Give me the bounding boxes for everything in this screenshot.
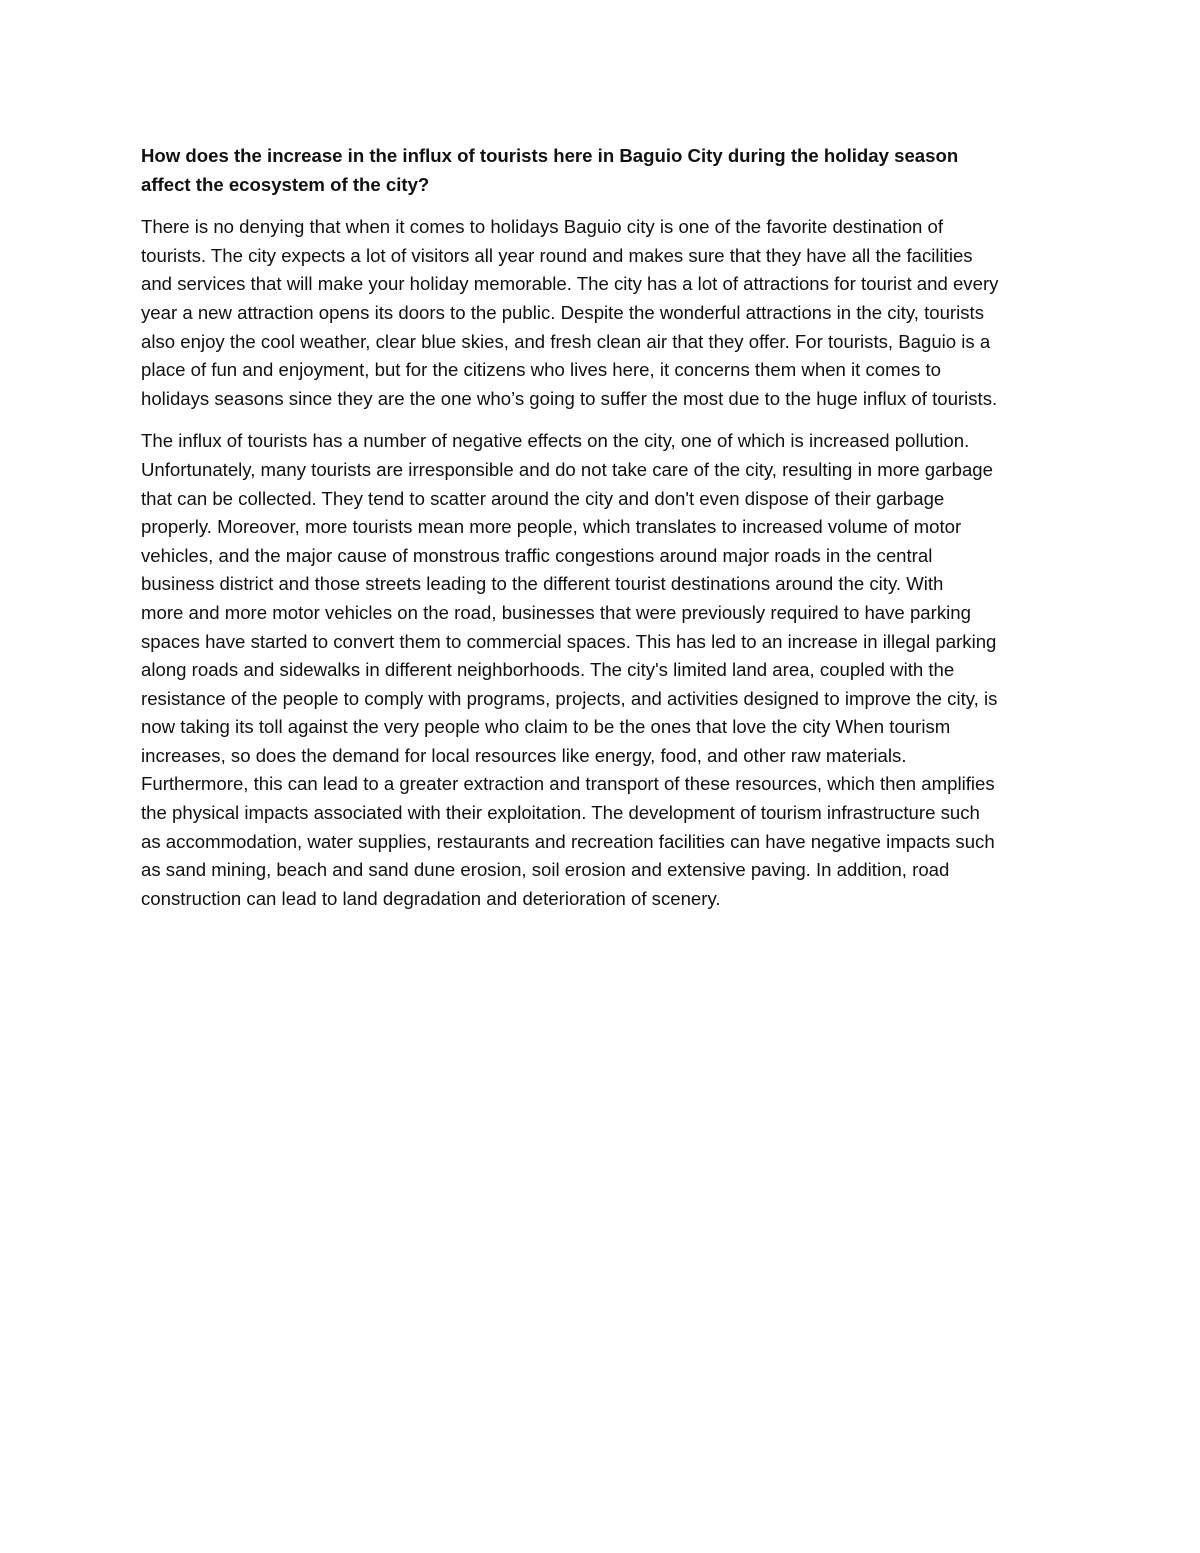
paragraph-line: year a new attraction opens its doors to the public. Despite the wonderful attractions in the city, tourists [141, 301, 985, 323]
paragraph-line: construction can lead to land degradation and deterioration of scenery. [141, 887, 721, 909]
paragraph-line: There is no denying that when it comes to holidays Baguio city is one of the favorite destination of [141, 216, 944, 238]
paragraph-line: tourists. The city expects a lot of visitors all year round and makes sure that they have all the facilities [141, 244, 973, 266]
paragraph-line: spaces have started to convert them to commercial spaces. This has led to an increase in illegal parking [141, 630, 997, 652]
paragraph-line: along roads and sidewalks in different neighborhoods. The city's limited land area, coupled with the [141, 659, 955, 681]
paragraph-line: increases, so does the demand for local resources like energy, food, and other raw materials. [141, 744, 907, 766]
paragraph-line: also enjoy the cool weather, clear blue skies, and fresh clean air that they offer. For tourists, Baguio is a [141, 330, 991, 352]
paragraph-line: properly. Moreover, more tourists mean more people, which translates to increased volume of motor [141, 516, 962, 538]
paragraph-line: business district and those streets leading to the different tourist destinations around the city. With [141, 573, 944, 595]
heading-line: How does the increase in the influx of tourists here in Baguio City during the holiday season [141, 145, 959, 166]
paragraph-line: place of fun and enjoyment, but for the citizens who lives here, it concerns them when it comes to [141, 359, 941, 381]
paragraph-line: as accommodation, water supplies, restaurants and recreation facilities can have negative impacts such [141, 830, 995, 852]
paragraph-line: as sand mining, beach and sand dune erosion, soil erosion and extensive paving. In addition, road [141, 859, 950, 881]
paragraph-line: the physical impacts associated with their exploitation. The development of tourism infrastructure such [141, 802, 980, 824]
paragraph-line: vehicles, and the major cause of monstrous traffic congestions around major roads in the central [141, 544, 933, 566]
paragraph-line: now taking its toll against the very people who claim to be the ones that love the city When tourism [141, 716, 951, 738]
paragraph-line: holidays seasons since they are the one who’s going to suffer the most due to the huge influx of tourists. [141, 387, 998, 409]
paragraph-1 [141, 213, 1066, 413]
paragraph-2 [141, 427, 1066, 913]
document-heading [141, 142, 1066, 199]
paragraph-line: Unfortunately, many tourists are irresponsible and do not take care of the city, resulting in more garbage [141, 458, 993, 480]
heading-line: affect the ecosystem of the city? [141, 173, 430, 195]
paragraph-line: resistance of the people to comply with programs, projects, and activities designed to improve the city, is [141, 687, 998, 709]
paragraph-line: and services that will make your holiday memorable. The city has a lot of attractions for tourist and every [141, 273, 999, 295]
paragraph-line: The influx of tourists has a number of negative effects on the city, one of which is increased pollution. [141, 430, 970, 452]
paragraph-line: more and more motor vehicles on the road, businesses that were previously required to have parking [141, 601, 971, 623]
paragraph-line: that can be collected. They tend to scatter around the city and don't even dispose of their garbage [141, 487, 945, 509]
document-body [141, 142, 1066, 927]
paragraph-line: Furthermore, this can lead to a greater extraction and transport of these resources, which then amplifies [141, 773, 995, 795]
